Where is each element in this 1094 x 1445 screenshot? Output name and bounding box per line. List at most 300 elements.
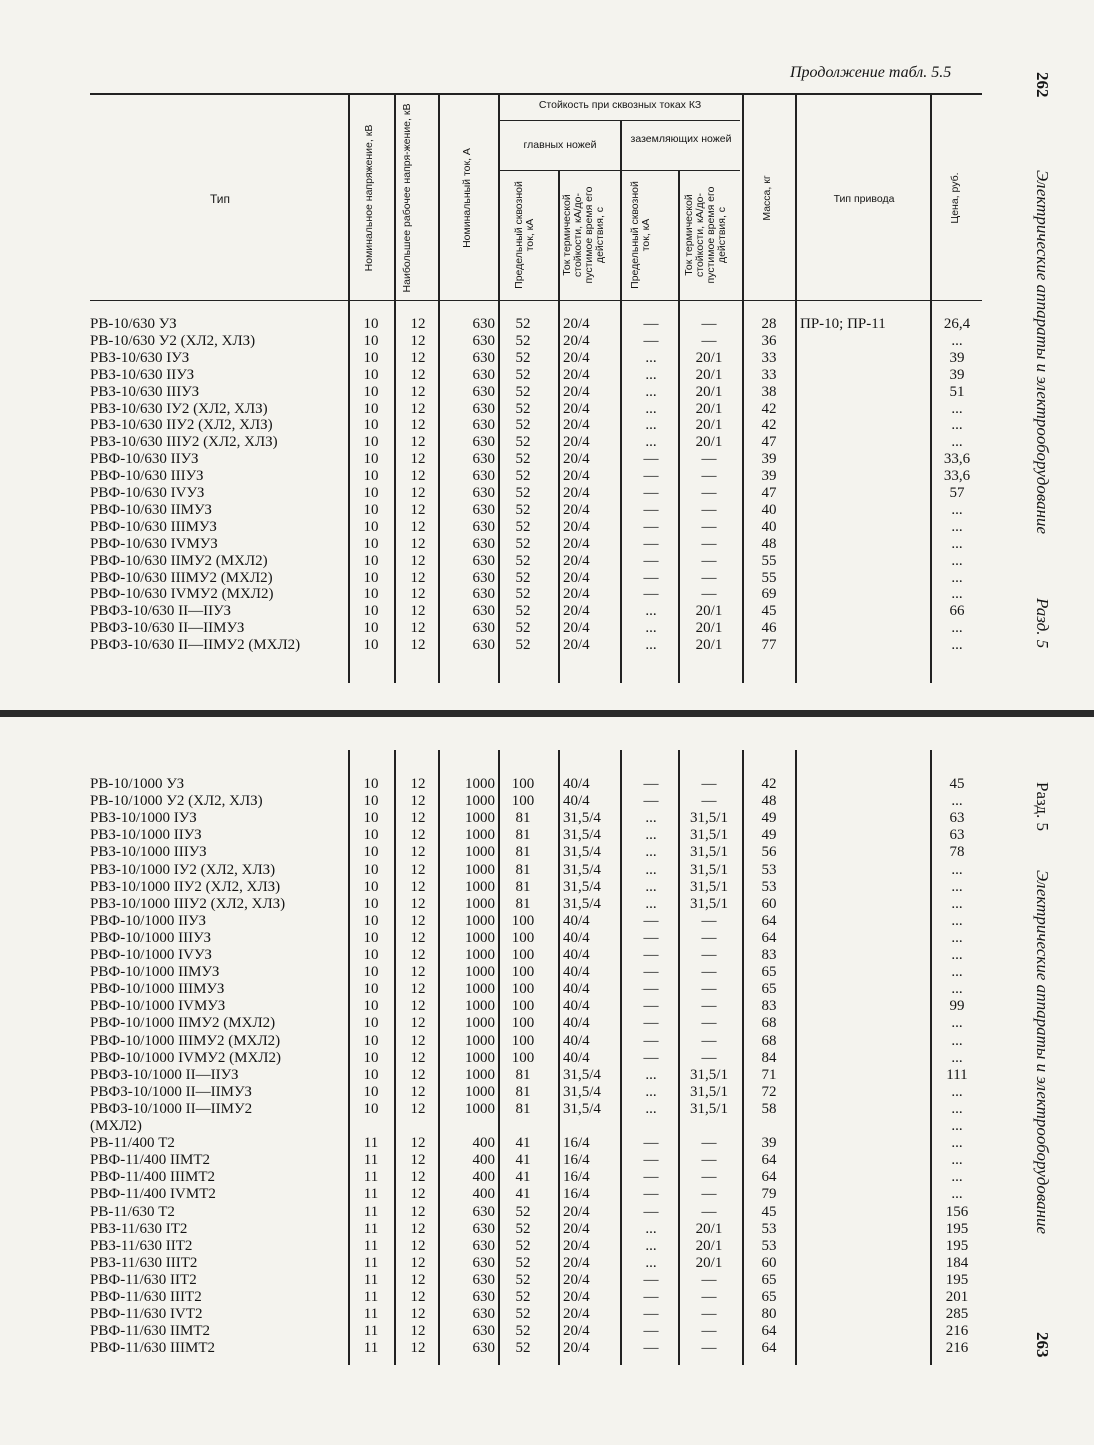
cell-earth-thermal: 20/1: [695, 383, 723, 400]
cell-earth-peak: ...: [645, 827, 657, 844]
cell-earth-thermal: —: [701, 1340, 717, 1357]
cell-price: 216: [945, 1340, 969, 1357]
cell-earth-thermal: —: [701, 793, 717, 810]
table-caption: Продолжение табл. 5.5: [790, 64, 952, 81]
cell-price: 26,4: [943, 316, 971, 332]
cell-mass: 33: [761, 366, 777, 383]
cell-price: 111: [946, 1066, 968, 1083]
cell-mass: 49: [761, 810, 777, 827]
cell-main-thermal: 20/4: [563, 332, 590, 349]
cell-earth-peak: —: [643, 1203, 659, 1220]
cell-mass: 42: [761, 417, 777, 434]
cell-price: ...: [951, 1032, 963, 1049]
cell-mass: 47: [761, 485, 777, 501]
header-top-rule: [90, 93, 982, 95]
cell-earth-thermal: —: [701, 964, 717, 981]
cell-main-thermal: 31,5/4: [563, 827, 601, 844]
header-i-nom: Номинальный ток, А: [461, 148, 473, 248]
cell-u-nom: 10: [363, 468, 379, 485]
cell-u-nom: 10: [363, 1049, 379, 1066]
cell-main-peak: 52: [515, 349, 531, 366]
cell-earth-peak: —: [643, 535, 659, 552]
cell-earth-peak: —: [643, 793, 659, 810]
cell-main-thermal: 40/4: [563, 981, 590, 998]
cell-earth-peak: —: [643, 1323, 659, 1340]
cell-type: РВФ-11/630 IIМТ2: [90, 1323, 211, 1340]
cell-main-thermal: 20/4: [563, 366, 590, 383]
cell-earth-peak: ...: [645, 434, 657, 451]
cell-price: ...: [951, 586, 963, 603]
cell-u-nom: 10: [363, 434, 379, 451]
cell-earth-thermal: 20/1: [695, 603, 723, 620]
cell-earth-peak: —: [643, 1186, 659, 1203]
header-main-thermal: Ток термической стойкости, кА/до-пустимое время его действия, с: [561, 186, 606, 284]
cell-earth-thermal: 20/1: [695, 417, 723, 434]
cell-main-thermal: 40/4: [563, 776, 590, 792]
cell-main-peak: 52: [515, 1220, 531, 1237]
cell-main-thermal: 40/4: [563, 964, 590, 981]
cell-earth-peak: ...: [645, 895, 657, 912]
cell-earth-peak: —: [643, 1015, 659, 1032]
cell-price: ...: [951, 895, 963, 912]
cell-earth-thermal: 20/1: [695, 434, 723, 451]
cell-main-thermal: 16/4: [563, 1135, 590, 1152]
cell-mass: 53: [761, 878, 777, 895]
cell-earth-peak: —: [643, 451, 659, 468]
cell-type: РВ-11/400 Т2: [90, 1135, 175, 1152]
cell-earth-thermal: 20/1: [695, 1220, 723, 1237]
cell-u-max: 12: [410, 1083, 426, 1100]
cell-i-nom: 1000: [465, 1100, 495, 1117]
cell-u-max: 12: [410, 1237, 426, 1254]
cell-type: РВФ-10/1000 IVМУ2 (МХЛ2): [90, 1049, 281, 1066]
cell-price: 63: [949, 827, 965, 844]
cell-price: ...: [951, 1083, 963, 1100]
cell-mass: 84: [761, 1049, 777, 1066]
cell-type: РВЗ-10/630 IIIУ2 (ХЛ2, ХЛЗ): [90, 434, 278, 451]
cell-price: ...: [951, 535, 963, 552]
running-title-top: Электрические аппараты и электрооборудование: [1033, 170, 1052, 535]
cell-u-nom: 11: [363, 1186, 379, 1203]
cell-type: РВФ-10/1000 IIIМУ2 (МХЛ2): [90, 1032, 281, 1049]
cell-earth-peak: ...: [645, 810, 657, 827]
cell-earth-thermal: 31,5/1: [690, 1083, 728, 1100]
cell-i-nom: 1000: [465, 1066, 495, 1083]
cell-earth-thermal: 20/1: [695, 349, 723, 366]
cell-u-max: 12: [410, 793, 426, 810]
cell-type: РВФ-10/1000 IVУЗ: [90, 947, 212, 963]
cell-u-max: 12: [410, 1066, 426, 1083]
cell-type: РВФ-11/630 IIТ2: [90, 1271, 197, 1288]
col-line: [558, 750, 560, 1365]
cell-i-nom: 1000: [465, 776, 495, 792]
cell-u-max: 12: [410, 776, 426, 792]
cell-u-max: 12: [410, 1289, 426, 1305]
cell-type: РВЗ-11/630 IТ2: [90, 1220, 188, 1237]
cell-earth-peak: —: [643, 569, 659, 586]
cell-u-nom: 11: [363, 1237, 379, 1254]
header-type: Тип: [209, 192, 230, 206]
cell-main-peak: 41: [515, 1169, 531, 1186]
cell-mass: 45: [761, 1203, 777, 1220]
cell-u-max: 12: [410, 535, 426, 552]
cell-earth-thermal: —: [701, 552, 717, 569]
cell-u-max: 12: [410, 451, 426, 468]
cell-earth-thermal: —: [701, 316, 717, 332]
cell-earth-thermal: —: [701, 1271, 717, 1288]
cell-main-thermal: 40/4: [563, 1032, 590, 1049]
cell-i-nom: 630: [472, 349, 495, 366]
cell-main-thermal: 20/4: [563, 620, 590, 637]
cell-mass: 64: [761, 1152, 777, 1169]
cell-price: 39: [949, 349, 965, 366]
cell-price: 39: [949, 366, 965, 383]
cell-main-peak: 52: [515, 1254, 531, 1271]
cell-i-nom: 630: [472, 451, 495, 468]
cell-price: ...: [951, 964, 963, 981]
cell-main-thermal: 20/4: [563, 501, 590, 518]
cell-mass: 64: [761, 912, 777, 929]
cell-u-max: 12: [410, 1049, 426, 1066]
cell-mass: 45: [761, 603, 777, 620]
cell-u-nom: 10: [363, 552, 379, 569]
cell-main-thermal: 20/4: [563, 535, 590, 552]
cell-earth-peak: ...: [645, 349, 657, 366]
cell-main-thermal: 31,5/4: [563, 895, 601, 912]
cell-main-peak: 52: [515, 603, 531, 620]
cell-main-peak: 41: [515, 1135, 531, 1152]
cell-price: ...: [951, 1015, 963, 1032]
cell-i-nom: 400: [472, 1152, 495, 1169]
cell-i-nom: 400: [472, 1135, 495, 1152]
cell-earth-peak: —: [643, 586, 659, 603]
cell-u-nom: 10: [363, 383, 379, 400]
cell-main-peak: 52: [515, 518, 531, 535]
cell-price: 216: [945, 1323, 969, 1340]
cell-main-thermal: 20/4: [563, 400, 590, 417]
cell-earth-thermal: —: [701, 1169, 717, 1186]
cell-main-peak: 52: [515, 501, 531, 518]
cell-earth-thermal: —: [701, 468, 717, 485]
cell-u-max: 12: [410, 844, 426, 861]
cell-type: РВФ-10/630 IIМУ2 (МХЛ2): [90, 552, 268, 569]
cell-main-thermal: 20/4: [563, 1254, 590, 1271]
cell-type: РВФ-10/630 IIIМУ2 (МХЛ2): [90, 569, 273, 586]
cell-i-nom: 1000: [465, 1032, 495, 1049]
cell-u-max: 12: [410, 316, 426, 332]
cell-mass: 48: [761, 793, 777, 810]
cell-earth-thermal: —: [701, 1203, 717, 1220]
cell-type: РВФ-10/1000 IVМУЗ: [90, 998, 226, 1015]
cell-u-max: 12: [410, 1323, 426, 1340]
cell-i-nom: 1000: [465, 929, 495, 946]
cell-type: РВФ-10/1000 IIМУЗ: [90, 964, 220, 981]
header-drive: Тип привода: [833, 193, 895, 205]
cell-type: РВ-10/1000 УЗ: [90, 776, 185, 792]
cell-u-nom: 10: [363, 569, 379, 586]
cell-i-nom: 1000: [465, 947, 495, 963]
cell-price: 66: [949, 603, 965, 620]
cell-i-nom: 1000: [465, 981, 495, 998]
cell-type: РВФЗ-10/630 II—IIМУ2 (МХЛ2): [90, 637, 301, 654]
cell-mass: 60: [761, 1254, 777, 1271]
cell-earth-thermal: —: [701, 1152, 717, 1169]
header-earth-knives: заземляющих ножей: [630, 133, 732, 145]
header-earth-thermal: Ток термической стойкости, кА/до-пустимое время его действия, с: [683, 186, 728, 284]
cell-i-nom: 630: [472, 1203, 495, 1220]
page-separator: [0, 710, 1094, 717]
cell-u-nom: 11: [363, 1169, 379, 1186]
cell-i-nom: 1000: [465, 827, 495, 844]
cell-main-peak: 52: [515, 434, 531, 451]
cell-main-peak: 100: [511, 947, 535, 963]
cell-type: РВЗ-10/1000 IУ2 (ХЛ2, ХЛЗ): [90, 861, 276, 878]
cell-u-nom: 10: [363, 776, 379, 792]
cell-mass: 58: [761, 1100, 777, 1117]
header-u-nom: Номинальное напряжение, кВ: [363, 124, 375, 272]
cell-price: ...: [951, 1186, 963, 1203]
cell-earth-peak: ...: [645, 400, 657, 417]
cell-earth-peak: —: [643, 332, 659, 349]
cell-main-peak: 41: [515, 1152, 531, 1169]
cell-earth-peak: ...: [645, 1066, 657, 1083]
cell-earth-thermal: 20/1: [695, 366, 723, 383]
cell-earth-thermal: —: [701, 998, 717, 1015]
header-main-peak: Предельный сквозной ток, кА: [513, 181, 536, 289]
cell-main-peak: 52: [515, 1237, 531, 1254]
cell-price: 201: [945, 1289, 969, 1305]
cell-type: РВЗ-10/630 IIУЗ: [90, 366, 195, 383]
cell-main-peak: 52: [515, 316, 531, 332]
col-line: [742, 750, 744, 1365]
cell-type: (МХЛ2): [90, 1118, 142, 1134]
cell-main-peak: 100: [511, 776, 535, 792]
cell-u-max: 12: [410, 569, 426, 586]
cell-mass: 68: [761, 1015, 777, 1032]
cell-u-nom: 10: [363, 485, 379, 501]
cell-main-thermal: 20/4: [563, 485, 590, 501]
cell-earth-peak: —: [643, 981, 659, 998]
cell-main-peak: 81: [515, 810, 531, 827]
cell-i-nom: 1000: [465, 1083, 495, 1100]
cell-main-thermal: 31,5/4: [563, 810, 601, 827]
cell-earth-thermal: 20/1: [695, 400, 723, 417]
cell-main-peak: 52: [515, 535, 531, 552]
cell-earth-peak: —: [643, 1340, 659, 1357]
cell-main-thermal: 40/4: [563, 929, 590, 946]
cell-u-max: 12: [410, 1203, 426, 1220]
cell-earth-peak: ...: [645, 1083, 657, 1100]
cell-price: ...: [951, 1100, 963, 1117]
cell-price: 33,6: [943, 451, 971, 468]
cell-u-max: 12: [410, 1032, 426, 1049]
cell-main-thermal: 20/4: [563, 349, 590, 366]
cell-u-max: 12: [410, 981, 426, 998]
cell-u-max: 12: [410, 620, 426, 637]
cell-mass: 83: [761, 947, 777, 963]
cell-u-max: 12: [410, 1169, 426, 1186]
cell-main-thermal: 20/4: [563, 552, 590, 569]
cell-mass: 38: [761, 383, 777, 400]
cell-earth-thermal: —: [701, 1186, 717, 1203]
cell-i-nom: 1000: [465, 964, 495, 981]
cell-earth-peak: —: [643, 1169, 659, 1186]
cell-main-thermal: 40/4: [563, 947, 590, 963]
cell-price: 285: [945, 1306, 969, 1323]
cell-main-peak: 81: [515, 861, 531, 878]
cell-i-nom: 1000: [465, 895, 495, 912]
cell-earth-thermal: —: [701, 1289, 717, 1305]
cell-main-thermal: 20/4: [563, 468, 590, 485]
cell-earth-thermal: —: [701, 1032, 717, 1049]
cell-i-nom: 630: [472, 434, 495, 451]
cell-earth-peak: ...: [645, 844, 657, 861]
cell-main-peak: 100: [511, 964, 535, 981]
cell-u-nom: 10: [363, 1100, 379, 1117]
cell-earth-thermal: —: [701, 981, 717, 998]
cell-i-nom: 1000: [465, 844, 495, 861]
cell-u-nom: 10: [363, 349, 379, 366]
cell-earth-thermal: —: [701, 518, 717, 535]
cell-main-thermal: 20/4: [563, 417, 590, 434]
cell-mass: 40: [761, 518, 777, 535]
header-bottom-rule: [90, 300, 982, 301]
cell-i-nom: 630: [472, 1254, 495, 1271]
cell-main-thermal: 20/4: [563, 316, 590, 332]
cell-mass: 39: [761, 1135, 777, 1152]
cell-earth-peak: ...: [645, 620, 657, 637]
cell-mass: 42: [761, 776, 777, 792]
cell-u-max: 12: [410, 878, 426, 895]
cell-main-thermal: 40/4: [563, 1049, 590, 1066]
cell-mass: 64: [761, 929, 777, 946]
running-title-bottom: Электрические аппараты и электрооборудование: [1033, 870, 1052, 1235]
cell-mass: 83: [761, 998, 777, 1015]
cell-main-peak: 52: [515, 637, 531, 654]
cell-earth-thermal: —: [701, 569, 717, 586]
cell-u-nom: 11: [363, 1254, 379, 1271]
cell-mass: 77: [761, 637, 777, 654]
cell-earth-thermal: —: [701, 501, 717, 518]
cell-i-nom: 630: [472, 552, 495, 569]
cell-u-max: 12: [410, 349, 426, 366]
cell-mass: 53: [761, 1237, 777, 1254]
cell-u-max: 12: [410, 1100, 426, 1117]
cell-u-nom: 10: [363, 366, 379, 383]
cell-u-nom: 10: [363, 878, 379, 895]
cell-earth-thermal: —: [701, 332, 717, 349]
cell-earth-peak: —: [643, 316, 659, 332]
cell-i-nom: 630: [472, 586, 495, 603]
cell-earth-peak: ...: [645, 1100, 657, 1117]
cell-main-thermal: 40/4: [563, 793, 590, 810]
cell-price: ...: [951, 981, 963, 998]
cell-main-thermal: 20/4: [563, 569, 590, 586]
cell-main-thermal: 20/4: [563, 1271, 590, 1288]
cell-earth-thermal: —: [701, 1135, 717, 1152]
cell-earth-peak: —: [643, 912, 659, 929]
cell-i-nom: 630: [472, 620, 495, 637]
cell-main-peak: 52: [515, 620, 531, 637]
cell-main-thermal: 20/4: [563, 1323, 590, 1340]
cell-main-peak: 52: [515, 1340, 531, 1357]
cell-i-nom: 1000: [465, 1015, 495, 1032]
cell-main-peak: 52: [515, 1323, 531, 1340]
cell-earth-thermal: —: [701, 1323, 717, 1340]
cell-i-nom: 630: [472, 400, 495, 417]
cell-price: 33,6: [943, 468, 971, 485]
cell-u-max: 12: [410, 947, 426, 963]
cell-main-peak: 100: [511, 1032, 535, 1049]
cell-u-nom: 10: [363, 981, 379, 998]
cell-u-max: 12: [410, 586, 426, 603]
cell-u-max: 12: [410, 552, 426, 569]
cell-u-max: 12: [410, 603, 426, 620]
cell-main-thermal: 20/4: [563, 1340, 590, 1357]
cell-i-nom: 1000: [465, 1049, 495, 1066]
cell-mass: 80: [761, 1306, 777, 1323]
cell-main-thermal: 31,5/4: [563, 1083, 601, 1100]
cell-u-nom: 10: [363, 637, 379, 654]
cell-u-nom: 10: [363, 1032, 379, 1049]
cell-i-nom: 1000: [465, 861, 495, 878]
cell-u-nom: 11: [363, 1340, 379, 1357]
cell-i-nom: 630: [472, 485, 495, 501]
cell-main-peak: 52: [515, 552, 531, 569]
cell-earth-thermal: —: [701, 1049, 717, 1066]
cell-mass: 55: [761, 552, 777, 569]
cell-main-peak: 100: [511, 929, 535, 946]
cell-u-max: 12: [410, 861, 426, 878]
cell-u-nom: 11: [363, 1306, 379, 1323]
cell-main-peak: 52: [515, 417, 531, 434]
cell-price: ...: [951, 861, 963, 878]
cell-main-thermal: 40/4: [563, 912, 590, 929]
running-header-bottom: [1018, 70, 1058, 1370]
cell-earth-peak: ...: [645, 1237, 657, 1254]
cell-main-peak: 52: [515, 586, 531, 603]
cell-type: РВФ-10/630 IIУЗ: [90, 451, 199, 468]
cell-u-nom: 10: [363, 1015, 379, 1032]
cell-u-nom: 10: [363, 400, 379, 417]
cell-earth-peak: —: [643, 1271, 659, 1288]
cell-u-nom: 11: [363, 1203, 379, 1220]
cell-mass: 39: [761, 468, 777, 485]
cell-earth-thermal: —: [701, 1015, 717, 1032]
cell-u-max: 12: [410, 434, 426, 451]
header-main-knives: главных ножей: [523, 139, 597, 151]
cell-main-thermal: 20/4: [563, 1220, 590, 1237]
cell-main-thermal: 31,5/4: [563, 1066, 601, 1083]
running-section-bottom: Разд. 5: [1033, 782, 1052, 832]
cell-u-max: 12: [410, 366, 426, 383]
cell-mass: 47: [761, 434, 777, 451]
cell-earth-thermal: —: [701, 535, 717, 552]
cell-type: РВЗ-10/630 IIУ2 (ХЛ2, ХЛЗ): [90, 417, 273, 434]
cell-type: РВФ-10/630 IIIУЗ: [90, 468, 204, 485]
cell-u-max: 12: [410, 1152, 426, 1169]
cell-main-thermal: 31,5/4: [563, 861, 601, 878]
cell-i-nom: 630: [472, 637, 495, 654]
cell-earth-thermal: 31,5/1: [690, 895, 728, 912]
cell-main-peak: 41: [515, 1186, 531, 1203]
cell-type: РВФЗ-10/1000 II—IIМУ2: [90, 1100, 253, 1117]
cell-main-peak: 100: [511, 998, 535, 1015]
cell-price: ...: [951, 1118, 963, 1134]
cell-i-nom: 400: [472, 1186, 495, 1203]
cell-type: РВФЗ-10/1000 II—IIУЗ: [90, 1066, 239, 1083]
cell-i-nom: 1000: [465, 912, 495, 929]
